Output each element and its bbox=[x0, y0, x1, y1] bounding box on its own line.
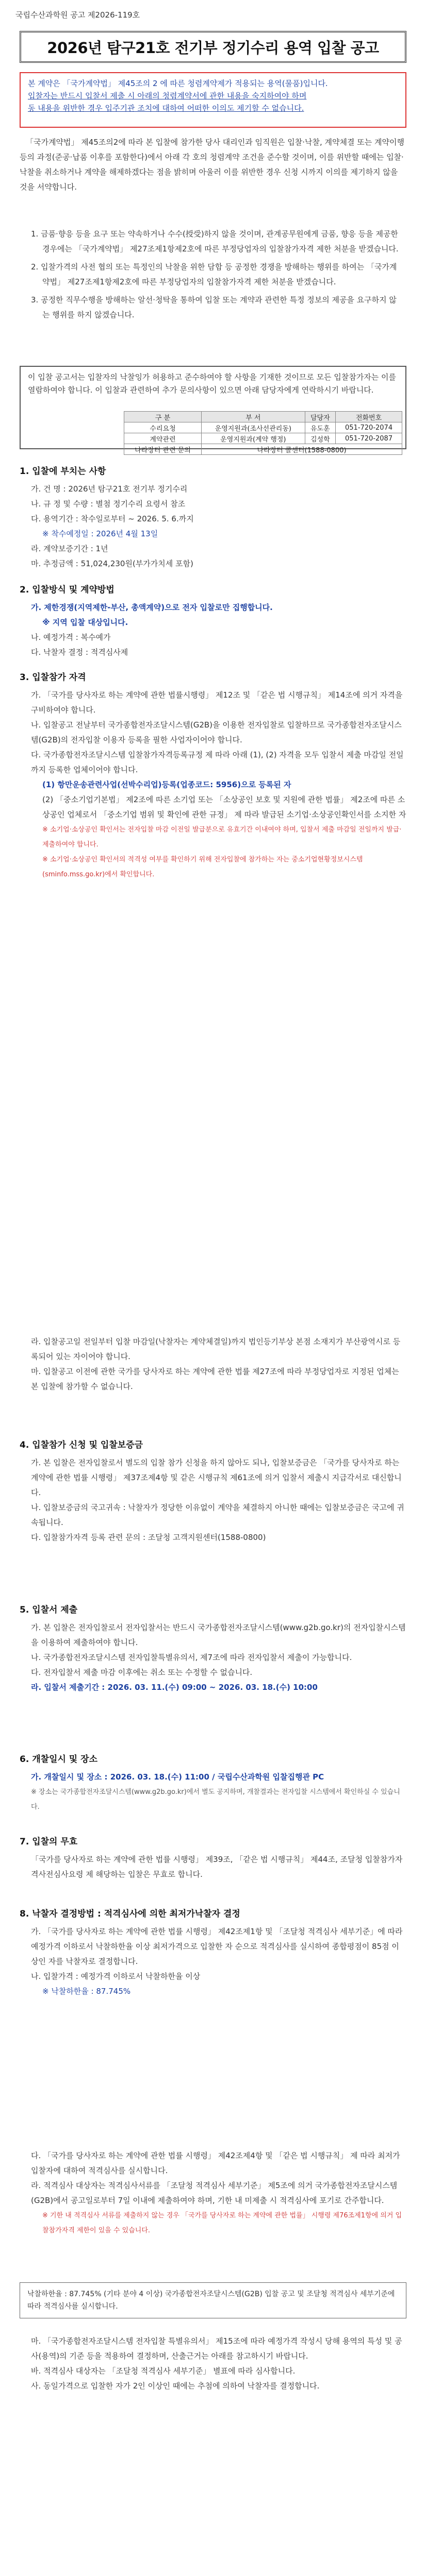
section-heading: 7. 입찰의 무효 bbox=[20, 1837, 78, 1847]
integrity-line-3: 동 내용을 위반한 경우 입주기관 조치에 대하여 어떠한 이의도 제기할 수 없습니다. bbox=[28, 104, 304, 113]
section-heading: 2. 입찰방식 및 계약방법 bbox=[20, 585, 114, 595]
section-5 bbox=[20, 1602, 406, 1695]
section-line: 나. 입찰가격 : 예정가격 이하로서 낙찰하한율 이상 bbox=[31, 1972, 201, 1981]
section-heading: 5. 입찰서 제출 bbox=[20, 1605, 78, 1615]
section-1 bbox=[20, 464, 406, 571]
section-line: 가. 건 명 : 2026년 탐구21호 전기부 정기수리 bbox=[31, 484, 188, 494]
section-6 bbox=[20, 1752, 406, 1815]
page-title: 2026년 탐구21호 전기부 정기수리 용역 입찰 공고 bbox=[47, 39, 379, 57]
section-note: ※ 소기업·소상공인 확인서는 전자입찰 마감 이전일 발급분으로 유효기간 이내여야 하며, 입찰서 제출 마감일 전일까지 발급·제출하여야 합니다. bbox=[42, 826, 402, 849]
table-cell: 김성학 bbox=[305, 433, 336, 444]
section-line: 「국가를 당사자로 하는 계약에 관한 법률 시행령」 제39조, 「같은 법 시행규칙」 제44조, 조달청 입찰참가자격사전심사요령 제 해당하는 입찰은 무효로 합니다. bbox=[31, 1855, 403, 1879]
section-line: 마. 추정금액 : 51,024,230원(부가가치세 포함) bbox=[31, 559, 193, 568]
integrity-notice-box bbox=[20, 72, 406, 128]
column-header: 부 서 bbox=[202, 412, 305, 422]
section-line: 마. 「국가종합전자조달시스템 전자입찰 특별유의서」 제15조에 따라 예정가격 작성시 당해 용역의 특성 및 공사(용역)의 기준 등을 적용하여 결정하며, 산출근거는 아래를 참고하시기 바랍니다. bbox=[31, 2336, 402, 2361]
contact-box bbox=[20, 366, 406, 454]
contact-table bbox=[124, 411, 402, 455]
section-line: 라. 입찰공고일 전일부터 입찰 마감일(낙찰자는 계약체결일)까지 법인등기부상 본점 소재지가 부산광역시로 등록되어 있는 자이어야 합니다. bbox=[31, 1337, 401, 1361]
section-line: 다. 「국가를 당사자로 하는 계약에 관한 법률 시행령」 제42조제4항 및 「같은 법 시행규칙」 제 따라 최저가 입찰자에 대하여 적격심사를 실시합니다. bbox=[31, 2151, 400, 2175]
intro-paragraph: 「국가계약법」 제45조의2에 따라 본 입찰에 참가한 당사 대리인과 임직원은 입찰·낙찰, 계약체결 또는 계약이행 등의 과정(준공·납품 이후를 포함한다)에서 아래 각 호의 청렴계약 조건을 준수할 것이며, 이를 위반할 때에는 입찰·낙찰을 취소하거나 계약을 해제하겠다는 점을 밝히며 아울러 이를 위반한 경우 신청 시까지 이의를 제기하지 않을 것을 서약합니다. bbox=[20, 138, 404, 192]
table-header-row bbox=[124, 412, 402, 422]
column-header: 담당자 bbox=[305, 412, 336, 422]
section-heading: 6. 개찰일시 및 장소 bbox=[20, 1754, 97, 1765]
table-cell: 나라장터 콜센터(1588-0800) bbox=[202, 444, 402, 455]
section-note: ※ 장소는 국가종합전자조달시스템(www.g2b.go.kr)에서 별도 공지하며, 개찰결과는 전자입찰 시스템에서 확인하실 수 있습니다. bbox=[31, 1788, 400, 1811]
section-line: (2) 「중소기업기본법」 제2조에 따른 소기업 또는 「소상공인 보호 및 지원에 관한 법률」 제2조에 따른 소상공인 업체로서 「중소기업 범위 및 확인에 관한 규정」 제 따라 발급된 소기업·소상공인확인서를 소지한 자 bbox=[42, 795, 406, 819]
section-line: 라. 적격심사 대상자는 적격심사서류를 「조달청 적격심사 세부기준」 제5조에 의거 국가종합전자조달시스템(G2B)에서 공고일로부터 7일 이내에 제출하여야 하며, 기한 내 미제출 시 적격심사에 포기로 간주합니다. bbox=[31, 2181, 398, 2205]
intro-item: 2. 입찰가격의 사전 협의 또는 특정인의 낙찰을 위한 담합 등 공정한 경쟁을 방해하는 행위를 하여는 「국가계약법」 제27조제1항제2호에 따른 부정당업자의 입찰참가자격 제한 처분을 받겠습니다. bbox=[31, 262, 397, 286]
section-line: 다. 국가종합전자조달시스템 입찰참가자격등록규정 제 따라 아래 (1), (2) 자격을 모두 입찰서 제출 마감일 전일까지 등록한 업체이어야 합니다. bbox=[31, 750, 404, 774]
section-line: 나. 입찰공고 전날부터 국가종합전자조달시스템(G2B)을 이용한 전자입찰로 입찰하므로 국가종합전자조달시스템(G2B)의 전자입찰 이용자 등록을 필한 사업자이어야 합니다. bbox=[31, 720, 402, 744]
submission-schedule: 라. 입찰서 제출기간 : 2026. 03. 11.(수) 09:00 ~ 2026. 03. 18.(수) 10:00 bbox=[31, 1683, 318, 1692]
section-heading: 8. 낙찰자 결정방법 : 적격심사에 의한 최저가낙찰자 결정 bbox=[20, 1909, 240, 1919]
title-box bbox=[20, 31, 406, 63]
threshold-box: 낙찰하한율 : 87.745% (기타 분야 4 이상) 국가종합전자조달시스템(G2B) 입찰 공고 및 조달청 적격심사 세부기준에 따라 적격심사를 실시합니다. bbox=[20, 2282, 406, 2318]
opening-schedule: 가. 개찰일시 및 장소 : 2026. 03. 18.(수) 11:00 / 국립수산과학원 입찰집행관 PC bbox=[31, 1772, 324, 1782]
section-line: 나. 예정가격 : 복수예가 bbox=[31, 633, 111, 642]
section-line: 바. 적격심사 대상자는 「조달청 적격심사 세부기준」 별표에 따라 심사합니다. bbox=[31, 2366, 296, 2376]
table-row bbox=[124, 433, 402, 444]
section-7 bbox=[20, 1834, 406, 1882]
section-heading: 4. 입찰참가 신청 및 입찰보증금 bbox=[20, 1440, 143, 1450]
column-header: 전화번호 bbox=[336, 412, 402, 422]
intro-item: 3. 공정한 직무수행을 방해하는 알선·청탁을 통하여 입찰 또는 계약과 관련한 특정 정보의 제공을 요구하지 않는 행위를 하지 않겠습니다. bbox=[31, 295, 397, 319]
section-3-cont bbox=[20, 1334, 406, 1394]
section-line: ※ 착수예정일 : 2026년 4월 13일 bbox=[42, 529, 158, 538]
integrity-line-2: 입찰자는 반드시 입찰서 제출 시 아래의 청렴계약서에 관한 내용을 숙지하여야 하며 bbox=[28, 91, 307, 100]
section-line: 다. 입찰참가자격 등록 관련 문의 : 조달청 고객지원센터(1588-0800) bbox=[31, 1533, 266, 1542]
section-line: (1) 항만운송관련사업(선박수리업)등록(업종코드: 5956)으로 등록된 자 bbox=[42, 780, 291, 789]
integrity-line-1: 본 계약은 「국가계약법」 제45조의 2 에 따른 청렴계약제가 적용되는 용역(물품)입니다. bbox=[28, 79, 328, 88]
intro-item: 1. 금품·향응 등을 요구 또는 약속하거나 수수(授受)하지 않을 것이며, 관계공무원에게 금품, 향응 등을 제공한 경우에는 「국가계약법」 제27조제1항제2호에 따른 부정당업자의 입찰참가자격 제한 처분을 받겠습니다. bbox=[31, 229, 399, 253]
section-heading: 3. 입찰참가 자격 bbox=[20, 672, 86, 683]
section-line: 가. 본 입찰은 전자입찰로서 별도의 입찰 참가 신청을 하지 않아도 되나, 입찰보증금은 「국가를 당사자로 하는 계약에 관한 법률 시행령」 제37조제4항 및 같은 시행규칙 제61조에 의거 입찰서 제출시 지급각서로 대신합니다. bbox=[31, 1458, 402, 1497]
section-line: 가. 「국가를 당사자로 하는 계약에 관한 법률 시행령」 제42조제1항 및 「조달청 적격심사 세부기준」에 따라 예정가격 이하로서 낙찰하한율 이상 최저가격으로 입찰한 자 순으로 적격심사를 실시하여 종합평점이 85점 이상인 자를 낙찰자로 결정합니다. bbox=[31, 1927, 403, 1966]
section-8-cont-2 bbox=[20, 2334, 406, 2394]
section-line: 가. 제한경쟁(지역제한-부산, 총액계약)으로 전자 입찰로만 집행합니다. bbox=[31, 603, 273, 612]
section-note: ※ 소기업·소상공인 확인서의 적격성 여부를 확인하기 위해 전자입찰에 참가하는 자는 중소기업현황정보시스템(sminfo.mss.go.kr)에서 확인합니다. bbox=[42, 856, 363, 878]
intro-list bbox=[31, 227, 400, 326]
section-3 bbox=[20, 670, 406, 882]
table-cell: 051-720-2074 bbox=[336, 422, 402, 433]
section-line: 나. 입찰보증금의 국고귀속 : 낙찰자가 정당한 이유없이 계약을 체결하지 아니한 때에는 입찰보증금은 국고에 귀속됩니다. bbox=[31, 1503, 404, 1527]
section-line: 나. 규 정 및 수량 : 별첨 정기수리 요령서 참조 bbox=[31, 499, 186, 509]
section-line: 다. 전자입찰서 제출 마감 이후에는 취소 또는 수정할 수 없습니다. bbox=[31, 1668, 253, 1677]
section-line: 다. 용역기간 : 착수일로부터 ~ 2026. 5. 6.까지 bbox=[31, 514, 194, 523]
table-cell: 운영지원과(계약 행정) bbox=[202, 433, 305, 444]
section-8-cont bbox=[20, 2148, 406, 2238]
section-line: 가. 「국가를 당사자로 하는 계약에 관한 법률시행령」 제12조 및 「같은 법 시행규칙」 제14조에 의거 자격을 구비하여야 합니다. bbox=[31, 690, 403, 715]
section-note: ※ 기한 내 적격심사 서류를 제출하지 않는 경우 「국가를 당사자로 하는 계약에 관한 법률」 시행령 제76조제1항에 의거 입찰참가자격 제한이 있을 수 있습니다. bbox=[42, 2212, 402, 2234]
section-8 bbox=[20, 1906, 406, 1999]
table-cell: 계약관련 bbox=[124, 433, 202, 444]
section-line: 사. 동일가격으로 입찰한 자가 2인 이상인 때에는 추첨에 의하여 낙찰자를 결정합니다. bbox=[31, 2381, 320, 2391]
table-row bbox=[124, 444, 402, 455]
section-line: 다. 낙찰자 결정 : 적격심사제 bbox=[31, 648, 128, 657]
contact-text: 이 입찰 공고서는 입찰자의 낙찰잉가 허용하고 준수하여야 할 사항을 기재한 것이므로 모든 입찰참가자는 이를 열람하여야 합니다. 이 입찰과 관련하여 추가 문의사항이 있으면 아래 담당자에게 연락하시기 바랍니다. bbox=[28, 372, 397, 395]
section-line: ※ 지역 입찰 대상입니다. bbox=[42, 618, 128, 627]
section-line: 마. 입찰공고 이전에 관한 국가를 당사자로 하는 계약에 관한 법률 제27조에 따라 부정당업자로 지정된 업체는 본 입찰에 참가할 수 없습니다. bbox=[31, 1367, 399, 1391]
table-cell: 유도훈 bbox=[305, 422, 336, 433]
table-cell: 수리요청 bbox=[124, 422, 202, 433]
section-heading: 1. 입찰에 부치는 사항 bbox=[20, 466, 106, 477]
section-line: 나. 국가종합전자조달시스템 전자입찰특별유의서, 제7조에 따라 전자입찰서 제출이 가능합니다. bbox=[31, 1653, 352, 1662]
section-2 bbox=[20, 582, 406, 660]
section-line: ※ 낙찰하한율 : 87.745% bbox=[42, 1987, 131, 1996]
section-line: 라. 계약보증기간 : 1년 bbox=[31, 544, 108, 553]
table-cell: 051-720-2087 bbox=[336, 433, 402, 444]
section-4 bbox=[20, 1437, 406, 1545]
table-cell: 나라장터 관련 문의 bbox=[124, 444, 202, 455]
notice-number: 국립수산과학원 공고 제2026-119호 bbox=[15, 10, 140, 20]
table-row bbox=[124, 422, 402, 433]
column-header: 구 분 bbox=[124, 412, 202, 422]
table-cell: 운영지원과(조사선관리동) bbox=[202, 422, 305, 433]
section-line: 가. 본 입찰은 전자입찰로서 전자입찰서는 반드시 국가종합전자조달시스템(www.g2b.go.kr)의 전자입찰시스템을 이용하여 제출하여야 합니다. bbox=[31, 1623, 406, 1647]
